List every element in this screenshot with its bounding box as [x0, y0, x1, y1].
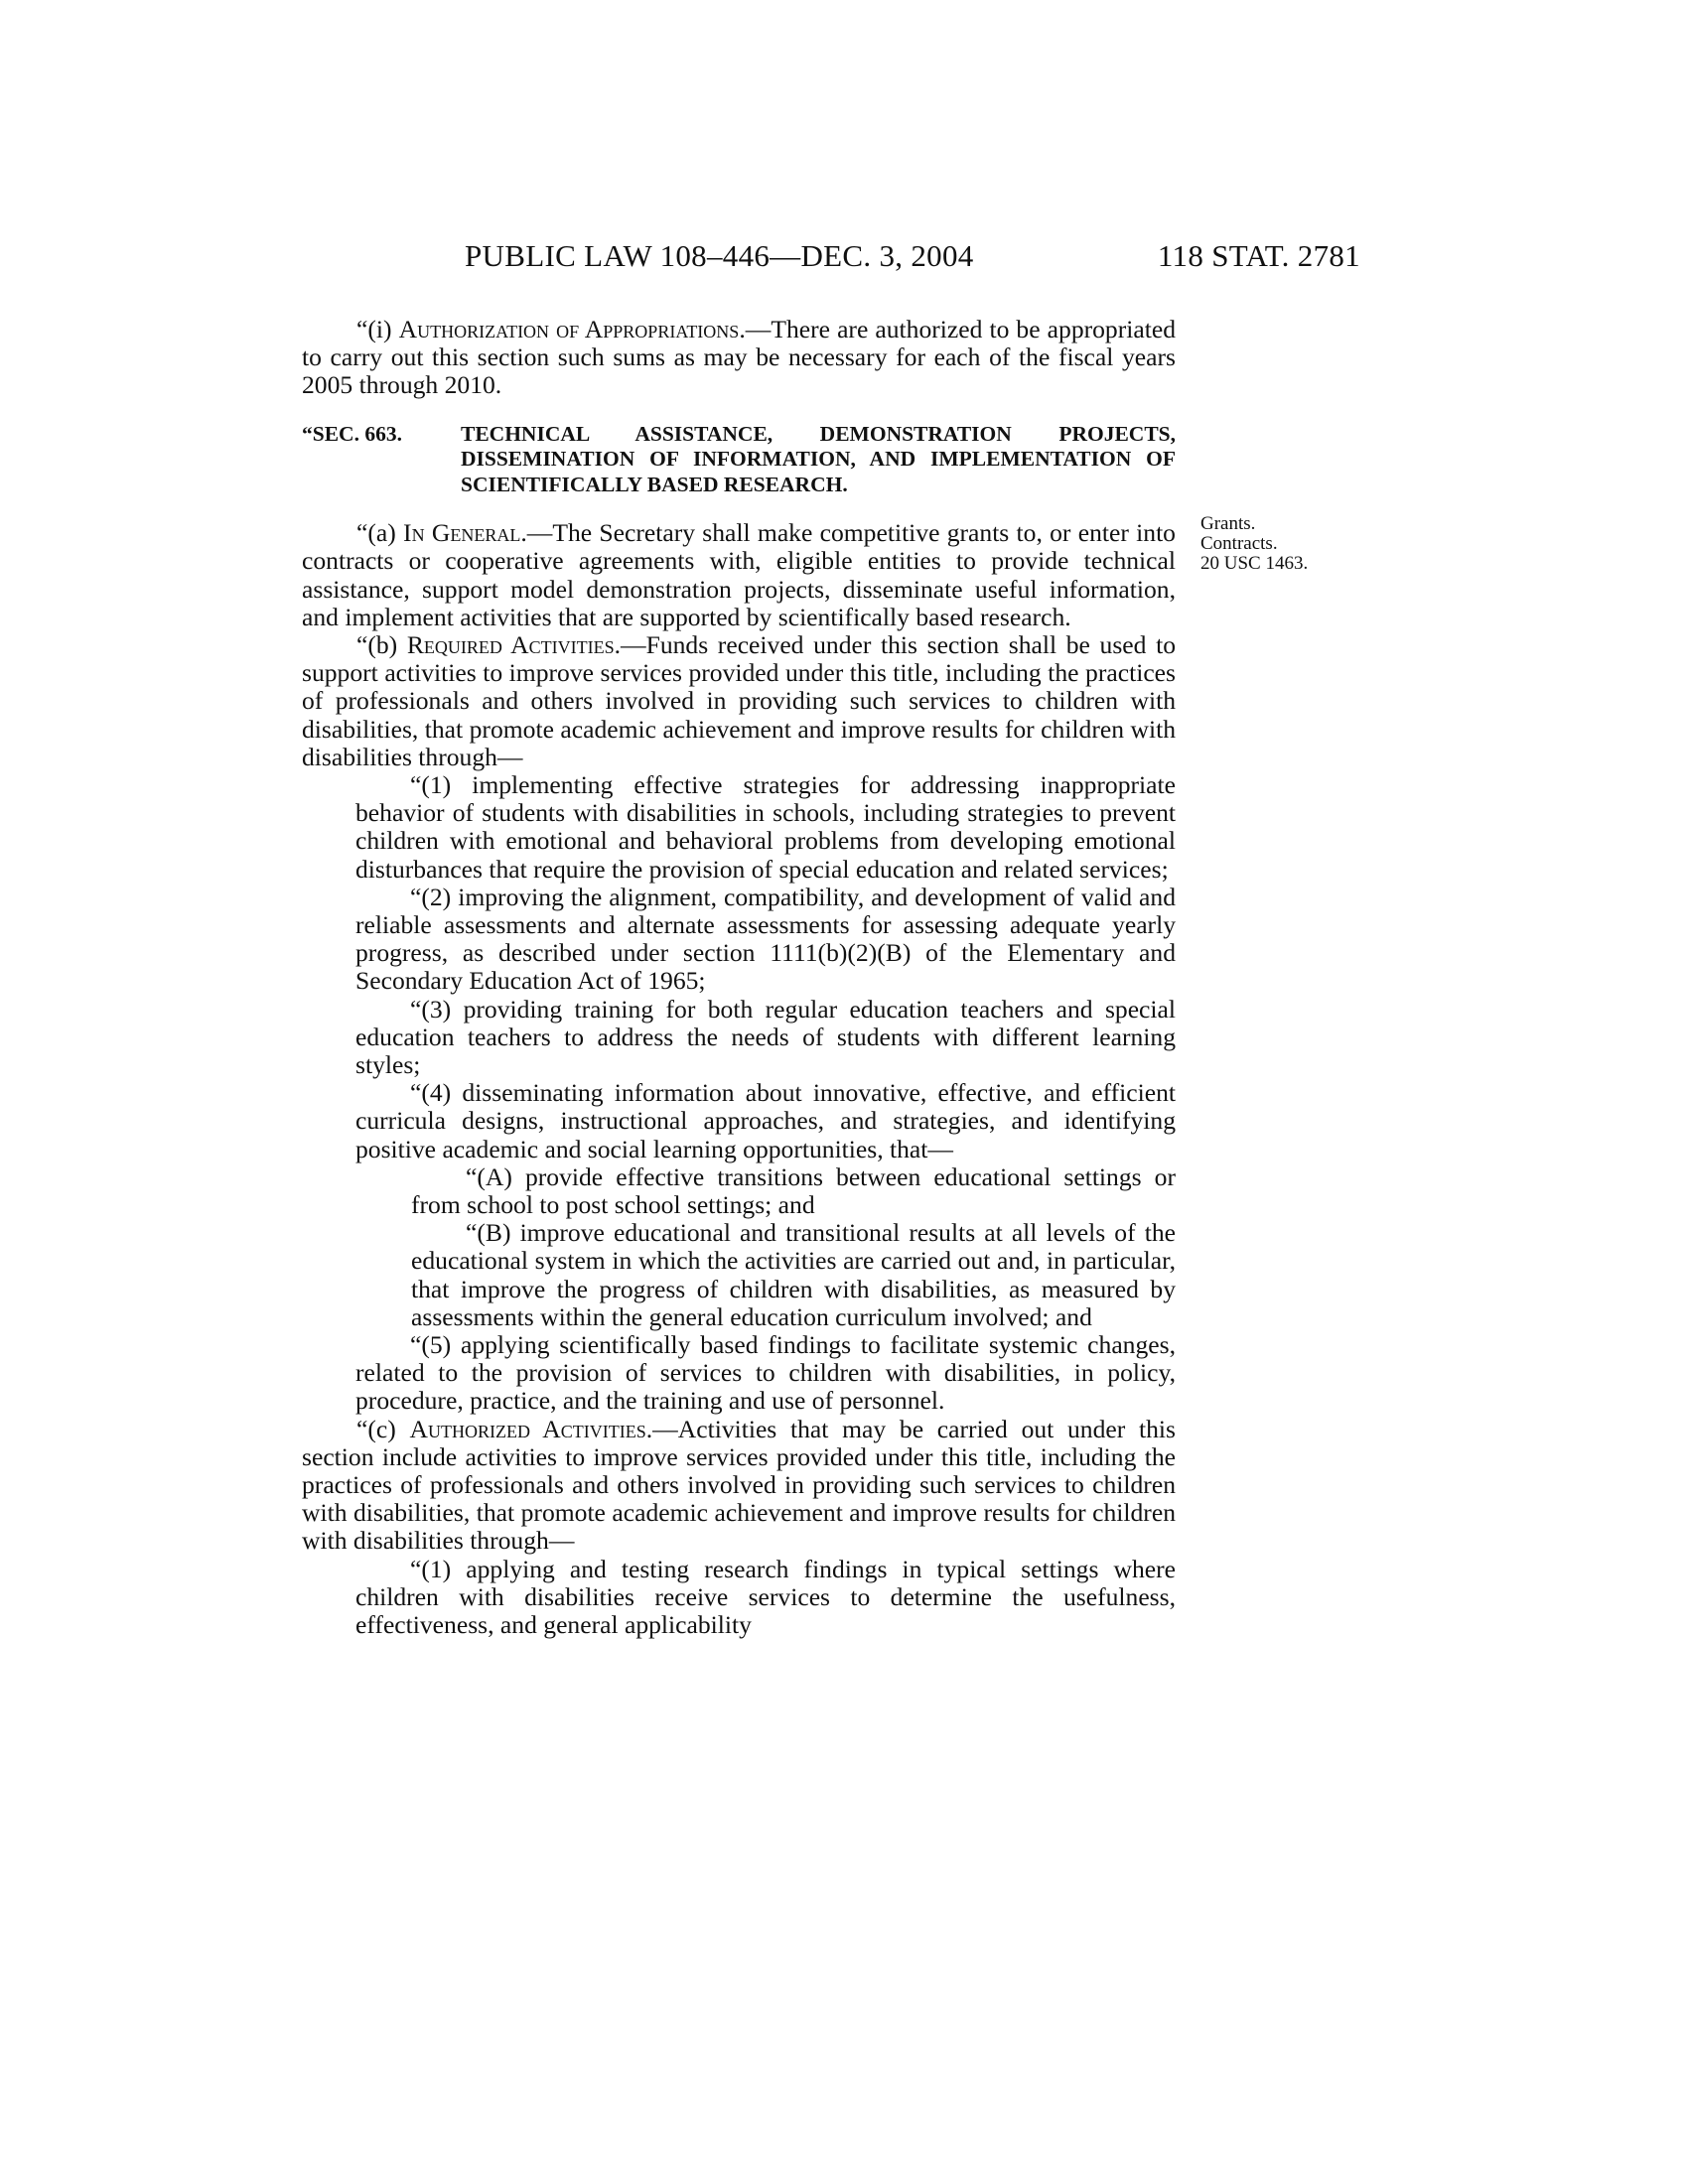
subsection-c-heading: Authorized Activities — [409, 1414, 646, 1443]
subparagraph-b4b: “(B) improve educational and transitional results at all levels of the educational system in which the activities are carried out and, in particular, that improve the progress of children with disabilities, as measured by assessments within the general education curriculum involved; and — [411, 1218, 1176, 1331]
section-number: “SEC. 663. — [302, 421, 402, 446]
section-heading — [302, 422, 1176, 498]
page-stat-number: 118 STAT. 2781 — [1157, 238, 1360, 273]
paragraph-b2: “(2) improving the alignment, compatibility, and development of valid and reliable assessments and alternate assessments for assessing adequate yearly progress, as described under section 1111(b)(2)(B) of the Elementary and Secondary Education Act of 1965; — [355, 882, 1176, 996]
subsection-b — [302, 631, 1176, 771]
running-head: PUBLIC LAW 108–446—DEC. 3, 2004 — [465, 238, 974, 273]
subsection-i-text: .—There are authorized to be appropriated to carry out this section such sums as may be necessary for each of the fiscal years 2005 through 2010. — [302, 315, 1176, 400]
margin-note-usc-citation: 20 USC 1463. — [1200, 553, 1309, 574]
paragraph-c1: “(1) applying and testing research findings in typical settings where children with disabilities receive services to determine the usefulness, effectiveness, and general applicability — [355, 1554, 1176, 1640]
subsection-a-text: .—The Secretary shall make competitive grants to, or enter into contracts or cooperative agreements with, eligible entities to provide technical assistance, support model demonstration projects, disseminate useful information, and implement activities that are supported by scientifically based research. — [302, 518, 1176, 631]
subsection-c-label: “(c) — [356, 1414, 410, 1443]
paragraph-b5: “(5) applying scientifically based findings to facilitate systemic changes, related to the provision of services to children with disabilities, in policy, procedure, practice, and the training and use of personnel. — [355, 1330, 1176, 1416]
margin-note — [1200, 514, 1359, 574]
subsection-b-text: .—Funds received under this section shall be used to support activities to improve services provided under this title, including the practices of professionals and others involved in providing such services to children with disabilities, that promote academic achievement and improve results for children with disabilities through— — [302, 629, 1176, 771]
section-title: TECHNICAL ASSISTANCE, DEMONSTRATION PROJECTS, DISSEMINATION OF INFORMATION, AND IMPLEMENTATION OF SCIENTIFICALLY BASED RESEARCH. — [461, 421, 1176, 496]
margin-note-contracts: Contracts. — [1200, 533, 1278, 554]
subsection-i — [302, 316, 1176, 400]
paragraph-b3: “(3) providing training for both regular education teachers and special education teachers to address the needs of students with different learning styles; — [355, 994, 1176, 1079]
margin-note-grants: Grants. — [1200, 513, 1256, 534]
subsection-a-heading: In General — [403, 518, 521, 548]
subsection-a-label: “(a) — [356, 518, 404, 548]
subsection-c — [302, 1416, 1176, 1556]
paragraph-b1: “(1) implementing effective strategies for addressing inappropriate behavior of students with disabilities in schools, including strategies to prevent children with emotional and behavioral problems from developing emotional disturbances that require the provision of special education and related services; — [355, 769, 1176, 884]
subparagraph-b4a: “(A) provide effective transitions between educational settings or from school to post school settings; and — [411, 1161, 1176, 1219]
subsection-i-label: “(i) — [356, 315, 399, 343]
page-header — [298, 238, 1360, 288]
paragraph-b4: “(4) disseminating information about innovative, effective, and efficient curricula designs, instructional approaches, and strategies, and identifying positive academic and social learning opportunities, that— — [355, 1078, 1176, 1163]
statute-body — [302, 316, 1176, 1639]
subsection-i-heading: Authorization of Appropriations — [398, 315, 740, 343]
subsection-a — [302, 519, 1176, 631]
subsection-b-heading: Required Activities — [406, 629, 615, 659]
subsection-b-label: “(b) — [356, 629, 407, 659]
subsection-c-text: .—Activities that may be carried out under this section include activities to improve services provided under this title, including the practices of professionals and others involved in providing such services to children with disabilities, that promote academic achievement and improve results for children with disabilities through— — [302, 1414, 1176, 1556]
